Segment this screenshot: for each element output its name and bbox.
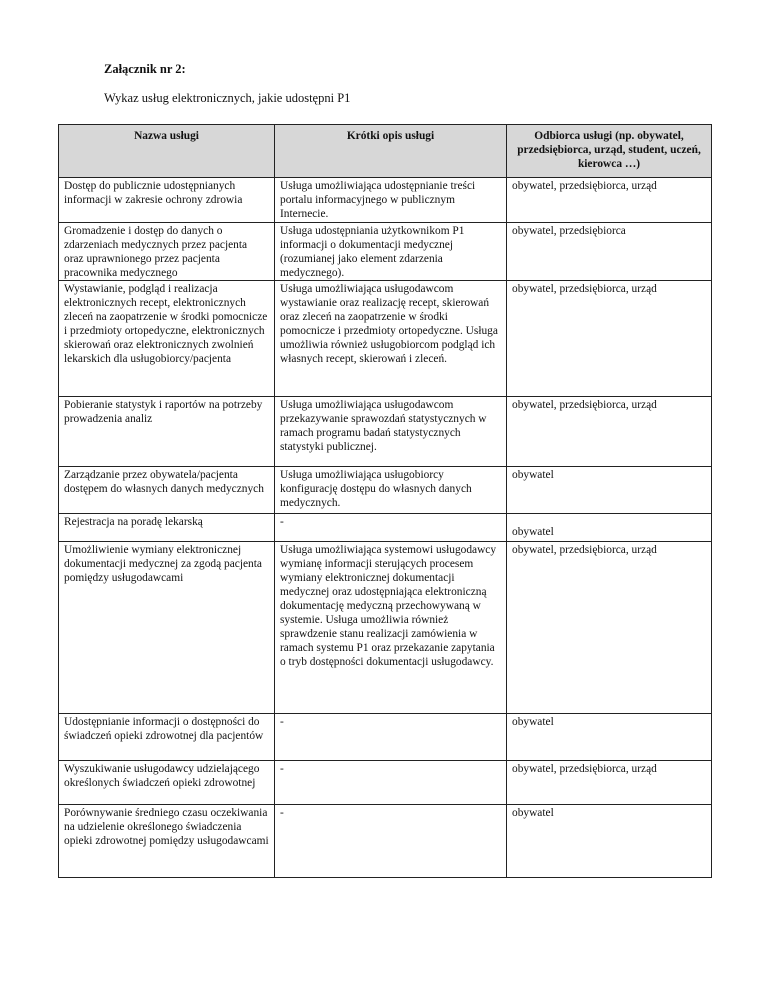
service-description: -	[275, 761, 507, 805]
table-header-row	[59, 125, 712, 178]
service-recipient: obywatel, przedsiębiorca, urząd	[507, 178, 712, 223]
header-service-description: Krótki opis usługi	[275, 125, 507, 178]
table-row	[59, 514, 712, 542]
service-description: Usługa umożliwiająca udostępnianie treści portalu informacyjnego w publicznym Internecie.	[275, 178, 507, 223]
service-description: -	[275, 714, 507, 761]
service-recipient: obywatel, przedsiębiorca, urząd	[507, 281, 712, 397]
table-row	[59, 223, 712, 281]
table-row	[59, 714, 712, 761]
service-recipient: obywatel, przedsiębiorca	[507, 223, 712, 281]
service-description: Usługa umożliwiająca usługobiorcy konfigurację dostępu do własnych danych medycznych.	[275, 467, 507, 514]
table-row	[59, 178, 712, 223]
service-recipient: obywatel, przedsiębiorca, urząd	[507, 542, 712, 714]
service-name: Porównywanie średniego czasu oczekiwania na udzielenie określonego świadczenia opieki zdrowotnej pomiędzy usługodawcami	[59, 805, 275, 878]
service-recipient: obywatel, przedsiębiorca, urząd	[507, 397, 712, 467]
service-name: Pobieranie statystyk i raportów na potrzeby prowadzenia analiz	[59, 397, 275, 467]
table-row	[59, 805, 712, 878]
service-name: Gromadzenie i dostęp do danych o zdarzeniach medycznych przez pacjenta oraz uprawnionego przez pacjenta pracownika medycznego	[59, 223, 275, 281]
service-name: Udostępnianie informacji o dostępności do świadczeń opieki zdrowotnej dla pacjentów	[59, 714, 275, 761]
service-name: Dostęp do publicznie udostępnianych informacji w zakresie ochrony zdrowia	[59, 178, 275, 223]
service-recipient: obywatel	[507, 805, 712, 878]
service-name: Wystawianie, podgląd i realizacja elektronicznych recept, elektronicznych zleceń na zaopatrzenie w środki pomocnicze i przedmioty ortopedyczne, elektronicznych skierowań oraz elektronicznych zwolnień lekarskich dla usługobiorcy/pacjenta	[59, 281, 275, 397]
document-subheading: Wykaz usług elektronicznych, jakie udostępni P1	[104, 91, 351, 105]
service-recipient: obywatel	[507, 467, 712, 514]
service-name: Wyszukiwanie usługodawcy udzielającego określonych świadczeń opieki zdrowotnej	[59, 761, 275, 805]
service-recipient: obywatel	[507, 514, 712, 542]
service-description: Usługa umożliwiająca systemowi usługodawcy wymianę informacji sterujących procesem wymiany elektronicznej dokumentacji medycznej oraz udostępniająca elektroniczną dokumentację medyczną przechowywaną w systemie. Usługa umożliwia również sprawdzenie stanu realizacji zamówienia w ramach systemu P1 oraz przekazanie zapytania o tryb dostępności dokumentacji usługodawcy.	[275, 542, 507, 714]
service-description: Usługa umożliwiająca usługodawcom przekazywanie sprawozdań statystycznych w ramach programu badań statystycznych statystyki publicznej.	[275, 397, 507, 467]
service-name: Rejestracja na poradę lekarską	[59, 514, 275, 542]
service-description: Usługa udostępniania użytkownikom P1 informacji o dokumentacji medycznej (rozumianej jako element zdarzenia medycznego).	[275, 223, 507, 281]
header-service-recipient: Odbiorca usługi (np. obywatel, przedsiębiorca, urząd, student, uczeń, kierowca …)	[507, 125, 712, 178]
service-description: -	[275, 805, 507, 878]
table-row	[59, 467, 712, 514]
service-name: Umożliwienie wymiany elektronicznej dokumentacji medycznej za zgodą pacjenta pomiędzy usługodawcami	[59, 542, 275, 714]
table-row	[59, 397, 712, 467]
table-row	[59, 542, 712, 714]
document-heading: Załącznik nr 2:	[104, 62, 186, 76]
service-recipient: obywatel, przedsiębiorca, urząd	[507, 761, 712, 805]
service-recipient: obywatel	[507, 714, 712, 761]
table-row	[59, 281, 712, 397]
service-name: Zarządzanie przez obywatela/pacjenta dostępem do własnych danych medycznych	[59, 467, 275, 514]
table-row	[59, 761, 712, 805]
service-description: Usługa umożliwiająca usługodawcom wystawianie oraz realizację recept, skierowań oraz zleceń na zaopatrzenie w środki pomocnicze i przedmioty ortopedyczne. Usługa umożliwia również usługobiorcom podgląd ich własnych recept, skierowań i zleceń.	[275, 281, 507, 397]
service-description: -	[275, 514, 507, 542]
header-service-name: Nazwa usługi	[59, 125, 275, 178]
services-table	[58, 124, 712, 878]
